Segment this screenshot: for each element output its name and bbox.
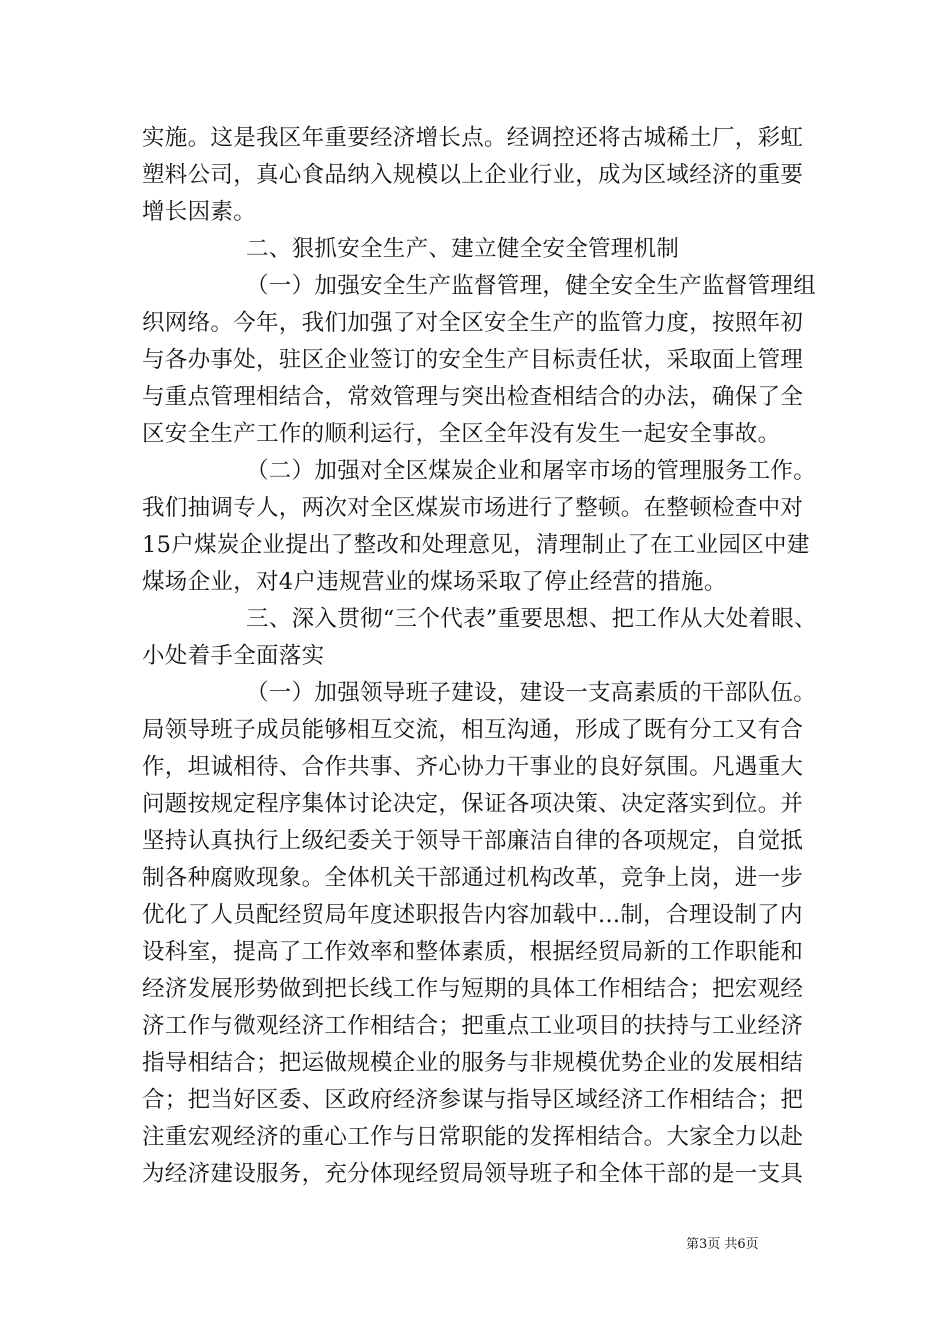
text-line: 局领导班子成员能够相互交流，相互沟通，形成了既有分工又有合: [142, 717, 804, 743]
text-line: 增长因素。: [142, 199, 257, 225]
text-line: 煤场企业，对4户违规营业的煤场采取了停止经营的措施。: [142, 569, 727, 595]
text-line: 经济发展形势做到把长线工作与短期的具体工作相结合；把宏观经: [142, 976, 804, 1002]
text-line: 作，坦诚相待、合作共事、齐心协力干事业的良好氛围。凡遇重大: [142, 754, 804, 780]
text-line: 与各办事处，驻区企业签订的安全生产目标责任状，采取面上管理: [142, 347, 804, 373]
text-line: 为经济建设服务，充分体现经贸局领导班子和全体干部的是一支具: [142, 1161, 804, 1187]
text-line: 问题按规定程序集体讨论决定，保证各项决策、决定落实到位。并: [142, 791, 804, 817]
text-line: 设科室，提高了工作效率和整体素质，根据经贸局新的工作职能和: [142, 939, 804, 965]
text-line: 15户煤炭企业提出了整改和处理意见，清理制止了在工业园区中建: [142, 532, 810, 558]
text-line: 与重点管理相结合，常效管理与突出检查相结合的办法，确保了全: [142, 384, 804, 410]
section-heading: 三、深入贯彻“三个代表”重要思想、把工作从大处着眼、: [246, 606, 817, 632]
text-line: 制各种腐败现象。全体机关干部通过机构改革，竞争上岗，进一步: [142, 865, 804, 891]
section-heading: 二、狠抓安全生产、建立健全安全管理机制: [246, 236, 680, 262]
subsection-heading: （一）加强领导班子建设，建设一支高素质的干部队伍。: [246, 680, 817, 706]
text-line: 优化了人员配经贸局年度述职报告内容加载中...制，合理设制了内: [142, 902, 803, 928]
text-line: 坚持认真执行上级纪委关于领导干部廉洁自律的各项规定，自觉抵: [142, 828, 804, 854]
subsection-heading: （二）加强对全区煤炭企业和屠宰市场的管理服务工作。: [246, 458, 817, 484]
text-line: 指导相结合；把运做规模企业的服务与非规模优势企业的发展相结: [142, 1050, 804, 1076]
text-line: 合；把当好区委、区政府经济参谋与指导区域经济工作相结合；把: [142, 1087, 804, 1113]
text-line: 济工作与微观经济工作相结合；把重点工业项目的扶持与工业经济: [142, 1013, 804, 1039]
text-line: 区安全生产工作的顺利运行，全区全年没有发生一起安全事故。: [142, 421, 781, 447]
section-heading-continued: 小处着手全面落实: [142, 643, 325, 669]
text-line: 注重宏观经济的重心工作与日常职能的发挥相结合。大家全力以赴: [142, 1124, 804, 1150]
text-line: 实施。这是我区年重要经济增长点。经调控还将古城稀土厂，彩虹: [142, 125, 804, 151]
text-line: 我们抽调专人，两次对全区煤炭市场进行了整顿。在整顿检查中对: [142, 495, 804, 521]
page-number: 第3页 共6页: [686, 1237, 759, 1252]
subsection-heading: （一）加强安全生产监督管理，健全安全生产监督管理组: [246, 273, 817, 299]
text-line: 织网络。今年，我们加强了对全区安全生产的监管力度，按照年初: [142, 310, 804, 336]
text-line: 塑料公司，真心食品纳入规模以上企业行业，成为区域经济的重要: [142, 162, 804, 188]
